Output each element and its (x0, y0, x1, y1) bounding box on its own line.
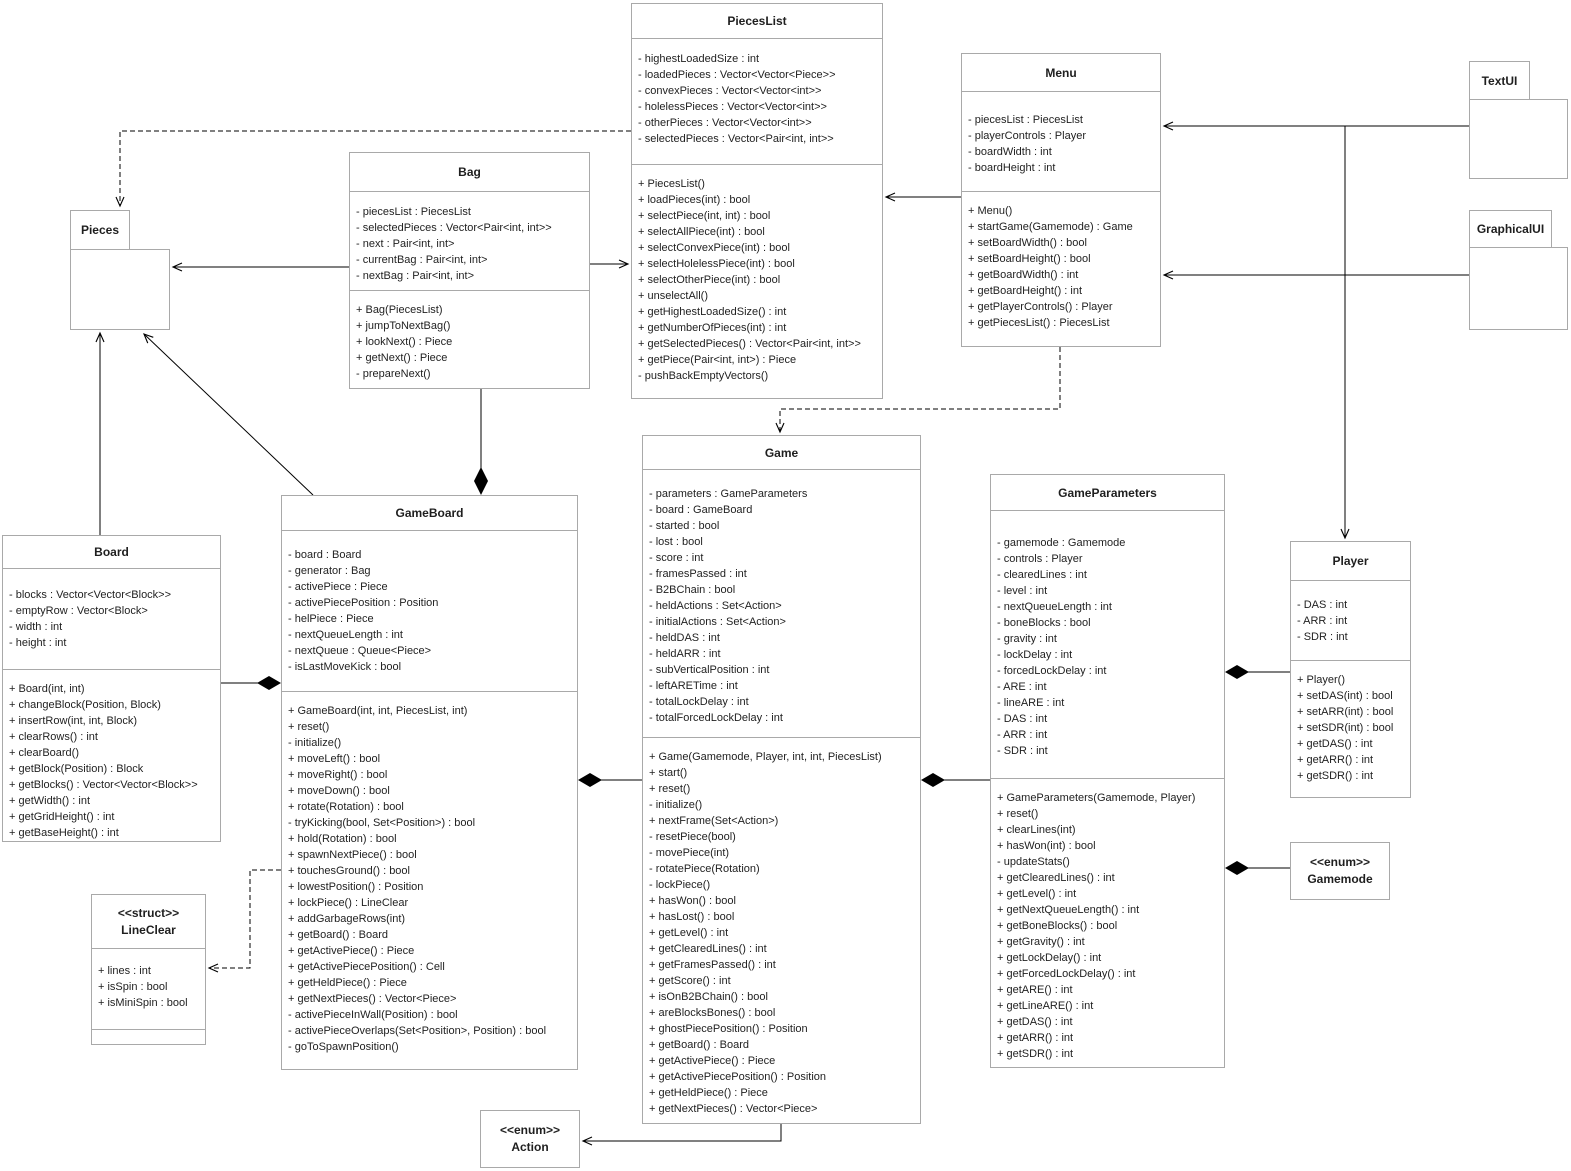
attributes-compartment (92, 949, 205, 1030)
member-row: + spawnNextPiece() : bool (288, 849, 417, 861)
member-row: - SDR : int (1297, 631, 1348, 643)
member-row: + isSpin : bool (98, 981, 168, 993)
composition-diamond (257, 676, 281, 690)
member-row: - loadedPieces : Vector<Vector<Piece>> (638, 69, 836, 81)
member-row: - nextQueueLength : int (288, 629, 403, 641)
member-row: + jumpToNextBag() (356, 320, 451, 332)
member-row: + addGarbageRows(int) (288, 913, 406, 925)
member-row: + hasWon() : bool (649, 895, 736, 907)
attributes-compartment (350, 192, 589, 291)
methods-compartment (282, 692, 577, 1069)
member-row: + getHeldPiece() : Piece (288, 977, 407, 989)
attributes-compartment (991, 511, 1224, 779)
attributes-compartment (282, 531, 577, 692)
attributes-compartment (632, 39, 882, 165)
member-row: + GameBoard(int, int, PiecesList, int) (288, 705, 468, 717)
member-row: + rotate(Rotation) : bool (288, 801, 404, 813)
member-row: + getBoneBlocks() : bool (997, 920, 1118, 932)
member-row: - heldARR : int (649, 648, 721, 660)
member-row: - rotatePiece(Rotation) (649, 863, 760, 875)
member-row: - nextBag : Pair<int, int> (356, 270, 475, 282)
member-row: - initialize() (288, 737, 342, 749)
member-row: - activePieceInWall(Position) : bool (288, 1009, 458, 1021)
member-row: + getBoardWidth() : int (968, 269, 1079, 281)
member-row: + isMiniSpin : bool (98, 997, 188, 1009)
methods-compartment (991, 779, 1224, 1067)
member-row: - totalLockDelay : int (649, 696, 749, 708)
member-row: + getBlock(Position) : Block (9, 763, 144, 775)
member-row: + getBlocks() : Vector<Vector<Block>> (9, 779, 198, 791)
package-textui: TextUI (1469, 61, 1530, 100)
member-row: - generator : Bag (288, 565, 371, 577)
member-row: + getSDR() : int (1297, 770, 1374, 782)
member-row: + PiecesList() (638, 178, 705, 190)
association-game-action (583, 1124, 781, 1141)
member-row: - piecesList : PiecesList (356, 206, 471, 218)
member-row: + getActivePiece() : Piece (288, 945, 415, 957)
member-row: + getPiece(Pair<int, int>) : Piece (638, 354, 797, 366)
member-row: + moveDown() : bool (288, 785, 390, 797)
member-row: + getARR() : int (1297, 754, 1374, 766)
attributes-compartment (1291, 581, 1410, 661)
class-pieceslist (631, 3, 883, 399)
class-title: Menu (962, 54, 1160, 92)
member-row: + hold(Rotation) : bool (288, 833, 397, 845)
composition-game-gameparameters (921, 773, 990, 787)
member-row: - parameters : GameParameters (649, 488, 808, 500)
member-row: - prepareNext() (356, 368, 431, 380)
methods-compartment (643, 738, 920, 1123)
attributes-compartment (3, 569, 220, 670)
stereotype-label: <<enum>> (1309, 855, 1371, 869)
member-row: - lost : bool (649, 536, 703, 548)
member-row: + setARR(int) : bool (1297, 706, 1394, 718)
attributes-compartment (962, 92, 1160, 192)
class-title: PiecesList (632, 4, 882, 39)
member-row: + Bag(PiecesList) (356, 304, 443, 316)
member-row: + getNumberOfPieces(int) : int (638, 322, 787, 334)
association-gameboard-pieces (144, 334, 313, 495)
member-row: + clearRows() : int (9, 731, 98, 743)
class-gameboard (281, 495, 578, 1070)
member-row: - lockDelay : int (997, 649, 1073, 661)
member-row: + setBoardHeight() : bool (968, 253, 1091, 265)
member-row: + reset() (288, 721, 330, 733)
member-row: - selectedPieces : Vector<Pair<int, int>> (356, 222, 552, 234)
member-row: - nextQueueLength : int (997, 601, 1112, 613)
member-row: + getNextPieces() : Vector<Piece> (649, 1103, 818, 1115)
member-row: + startGame(Gamemode) : Game (968, 221, 1133, 233)
member-row: - boardWidth : int (968, 146, 1052, 158)
class-title: GameBoard (282, 496, 577, 531)
member-row: + getActivePiece() : Piece (649, 1055, 776, 1067)
member-row: + getBoard() : Board (288, 929, 388, 941)
member-row: - controls : Player (997, 553, 1083, 565)
member-row: + getLevel() : int (997, 888, 1077, 900)
class-bag (349, 152, 590, 389)
member-row: + selectConvexPiece(int) : bool (638, 242, 790, 254)
member-row: + getPlayerControls() : Player (968, 301, 1113, 313)
member-row: + selectOtherPiece(int) : bool (638, 274, 781, 286)
member-row: + getLineARE() : int (997, 1000, 1094, 1012)
member-row: - currentBag : Pair<int, int> (356, 254, 488, 266)
member-row: + hasLost() : bool (649, 911, 735, 923)
class-title: Player (1291, 542, 1410, 581)
class-board (2, 535, 221, 842)
member-row: + getHighestLoadedSize() : int (638, 306, 787, 318)
member-row: - score : int (649, 552, 704, 564)
member-row: - next : Pair<int, int> (356, 238, 455, 250)
member-row: - totalForcedLockDelay : int (649, 712, 783, 724)
member-row: - level : int (997, 585, 1048, 597)
member-row: + getBoardHeight() : int (968, 285, 1083, 297)
member-row: + getActivePiecePosition() : Position (649, 1071, 827, 1083)
member-row: + getDAS() : int (997, 1016, 1073, 1028)
member-row: + getNextPieces() : Vector<Piece> (288, 993, 457, 1005)
member-row: + getPiecesList() : PiecesList (968, 317, 1110, 329)
composition-diamond (578, 773, 602, 787)
member-row: + reset() (649, 783, 691, 795)
member-row: - B2BChain : bool (649, 584, 736, 596)
member-row: + insertRow(int, int, Block) (9, 715, 138, 727)
member-row: - activePieceOverlaps(Set<Position>, Position) : bool (288, 1025, 547, 1037)
member-row: + start() (649, 767, 688, 779)
member-row: - DAS : int (1297, 599, 1348, 611)
methods-compartment-empty (92, 1030, 205, 1044)
member-row: - board : GameBoard (649, 504, 753, 516)
class-gameparameters (990, 474, 1225, 1068)
attributes-compartment (643, 470, 920, 738)
member-row: + selectAllPiece(int) : bool (638, 226, 765, 238)
member-row: + GameParameters(Gamemode, Player) (997, 792, 1196, 804)
member-row: - ARR : int (1297, 615, 1348, 627)
class-title: GameParameters (991, 475, 1224, 511)
member-row: + getSDR() : int (997, 1048, 1074, 1060)
class-title: Game (643, 436, 920, 470)
member-row: + getNextQueueLength() : int (997, 904, 1140, 916)
member-row: - isLastMoveKick : bool (288, 661, 402, 673)
member-row: + lowestPosition() : Position (288, 881, 424, 893)
package-graphicalui-body (1469, 247, 1568, 330)
member-row: - selectedPieces : Vector<Pair<int, int>> (638, 133, 834, 145)
composition-diamond (921, 773, 945, 787)
class-player (1290, 541, 1411, 798)
composition-gameboard-bag (474, 389, 488, 495)
composition-diamond (1225, 665, 1249, 679)
member-row: + getScore() : int (649, 975, 731, 987)
member-row: - forcedLockDelay : int (997, 665, 1107, 677)
member-row: + reset() (997, 808, 1039, 820)
member-row: - piecesList : PiecesList (968, 114, 1083, 126)
struct-title (92, 895, 205, 949)
composition-gameboard-game (578, 773, 642, 787)
member-row: - playerControls : Player (968, 130, 1086, 142)
class-menu (961, 53, 1161, 347)
stereotype-label: <<enum>> (499, 1123, 561, 1137)
composition-gameparameters-gamemode (1225, 861, 1290, 875)
member-row: + getGridHeight() : int (9, 811, 115, 823)
member-row: - helPiece : Piece (288, 613, 374, 625)
methods-compartment (962, 192, 1160, 346)
member-row: - highestLoadedSize : int (638, 53, 760, 65)
member-row: + hasWon(int) : bool (997, 840, 1096, 852)
member-row: - otherPieces : Vector<Vector<int>> (638, 117, 812, 129)
member-row: - goToSpawnPosition() (288, 1041, 399, 1053)
member-row: - DAS : int (997, 713, 1048, 725)
member-row: + getLevel() : int (649, 927, 729, 939)
enum-gamemode (1290, 842, 1390, 900)
member-row: - started : bool (649, 520, 720, 532)
member-row: + setBoardWidth() : bool (968, 237, 1087, 249)
member-row: - SDR : int (997, 745, 1048, 757)
member-row: - pushBackEmptyVectors() (638, 370, 769, 382)
member-row: + clearBoard() (9, 747, 80, 759)
composition-diamond (1225, 861, 1249, 875)
member-row: - initialize() (649, 799, 703, 811)
member-row: + getSelectedPieces() : Vector<Pair<int, int>> (638, 338, 861, 350)
member-row: - gamemode : Gamemode (997, 537, 1126, 549)
member-row: - tryKicking(bool, Set<Position>) : bool (288, 817, 476, 829)
member-row: - heldActions : Set<Action> (649, 600, 782, 612)
package-textui-body (1469, 99, 1568, 179)
struct-lineclear (91, 894, 206, 1045)
member-row: + Board(int, int) (9, 683, 85, 695)
member-row: - framesPassed : int (649, 568, 747, 580)
composition-diamond (474, 467, 488, 495)
member-row: + lines : int (98, 965, 151, 977)
package-pieces-body (70, 249, 170, 330)
member-row: - activePiecePosition : Position (288, 597, 439, 609)
member-row: + getClearedLines() : int (649, 943, 767, 955)
member-row: + Player() (1297, 674, 1345, 686)
member-row: + getClearedLines() : int (997, 872, 1115, 884)
member-row: + getBaseHeight() : int (9, 827, 119, 839)
dependency-gameboard-lineclear (209, 870, 281, 968)
member-row: - clearedLines : int (997, 569, 1087, 581)
package-pieces: Pieces (70, 210, 130, 250)
member-row: + lockPiece() : LineClear (288, 897, 409, 909)
member-row: - activePiece : Piece (288, 581, 388, 593)
member-row: + getARR() : int (997, 1032, 1074, 1044)
member-row: + setDAS(int) : bool (1297, 690, 1393, 702)
member-row: - board : Board (288, 549, 362, 561)
member-row: - subVerticalPosition : int (649, 664, 770, 676)
member-row: + getFramesPassed() : int (649, 959, 776, 971)
member-row: - initialActions : Set<Action> (649, 616, 786, 628)
member-row: + getHeldPiece() : Piece (649, 1087, 768, 1099)
member-row: + lookNext() : Piece (356, 336, 453, 348)
member-row: + nextFrame(Set<Action>) (649, 815, 779, 827)
member-row: - width : int (9, 621, 63, 633)
member-row: + moveRight() : bool (288, 769, 388, 781)
enum-action (480, 1110, 580, 1168)
methods-compartment (632, 165, 882, 398)
member-row: + getForcedLockDelay() : int (997, 968, 1136, 980)
member-row: - heldDAS : int (649, 632, 720, 644)
composition-gameboard-board (221, 676, 281, 690)
composition-gameparameters-player (1225, 665, 1290, 679)
member-row: - ARE : int (997, 681, 1047, 693)
enum-name: Gamemode (1307, 872, 1373, 886)
member-row: + changeBlock(Position, Block) (9, 699, 161, 711)
member-row: + touchesGround() : bool (288, 865, 410, 877)
member-row: - nextQueue : Queue<Piece> (288, 645, 432, 657)
member-row: - boneBlocks : bool (997, 617, 1091, 629)
member-row: + getBoard() : Board (649, 1039, 749, 1051)
member-row: - emptyRow : Vector<Block> (9, 605, 148, 617)
member-row: + clearLines(int) (997, 824, 1076, 836)
member-row: + areBlocksBones() : bool (649, 1007, 776, 1019)
member-row: + getWidth() : int (9, 795, 91, 807)
member-row: + moveLeft() : bool (288, 753, 381, 765)
member-row: + getGravity() : int (997, 936, 1085, 948)
member-row: - movePiece(int) (649, 847, 730, 859)
member-row: - blocks : Vector<Vector<Block>> (9, 589, 172, 601)
member-row: - ARR : int (997, 729, 1048, 741)
member-row: - updateStats() (997, 856, 1070, 868)
member-row: - convexPieces : Vector<Vector<int>> (638, 85, 822, 97)
package-graphicalui: GraphicalUI (1469, 210, 1552, 248)
member-row: - boardHeight : int (968, 162, 1056, 174)
member-row: + loadPieces(int) : bool (638, 194, 751, 206)
methods-compartment (350, 291, 589, 388)
member-row: + getLockDelay() : int (997, 952, 1102, 964)
struct-name: LineClear (121, 922, 176, 937)
class-title: Bag (350, 153, 589, 192)
member-row: + isOnB2BChain() : bool (649, 991, 768, 1003)
member-row: + unselectAll() (638, 290, 709, 302)
member-row: + getDAS() : int (1297, 738, 1373, 750)
member-row: - gravity : int (997, 633, 1057, 645)
member-row: - holelessPieces : Vector<Vector<int>> (638, 101, 827, 113)
member-row: + getActivePiecePosition() : Cell (288, 961, 445, 973)
class-game (642, 435, 921, 1124)
member-row: + getNext() : Piece (356, 352, 448, 364)
stereotype-label: <<struct>> (117, 905, 180, 920)
enum-name: Action (511, 1140, 549, 1154)
member-row: - lockPiece() (649, 879, 711, 891)
member-row: - leftARETime : int (649, 680, 738, 692)
member-row: + ghostPiecePosition() : Position (649, 1023, 808, 1035)
class-title: Board (3, 536, 220, 569)
member-row: + Game(Gamemode, Player, int, int, PiecesList) (649, 751, 882, 763)
methods-compartment (1291, 661, 1410, 797)
member-row: - lineARE : int (997, 697, 1065, 709)
methods-compartment (3, 670, 220, 841)
member-row: + selectPiece(int, int) : bool (638, 210, 771, 222)
member-row: + selectHolelessPiece(int) : bool (638, 258, 795, 270)
member-row: - height : int (9, 637, 67, 649)
member-row: + getARE() : int (997, 984, 1073, 996)
member-row: + Menu() (968, 205, 1013, 217)
member-row: - resetPiece(bool) (649, 831, 736, 843)
member-row: + setSDR(int) : bool (1297, 722, 1394, 734)
